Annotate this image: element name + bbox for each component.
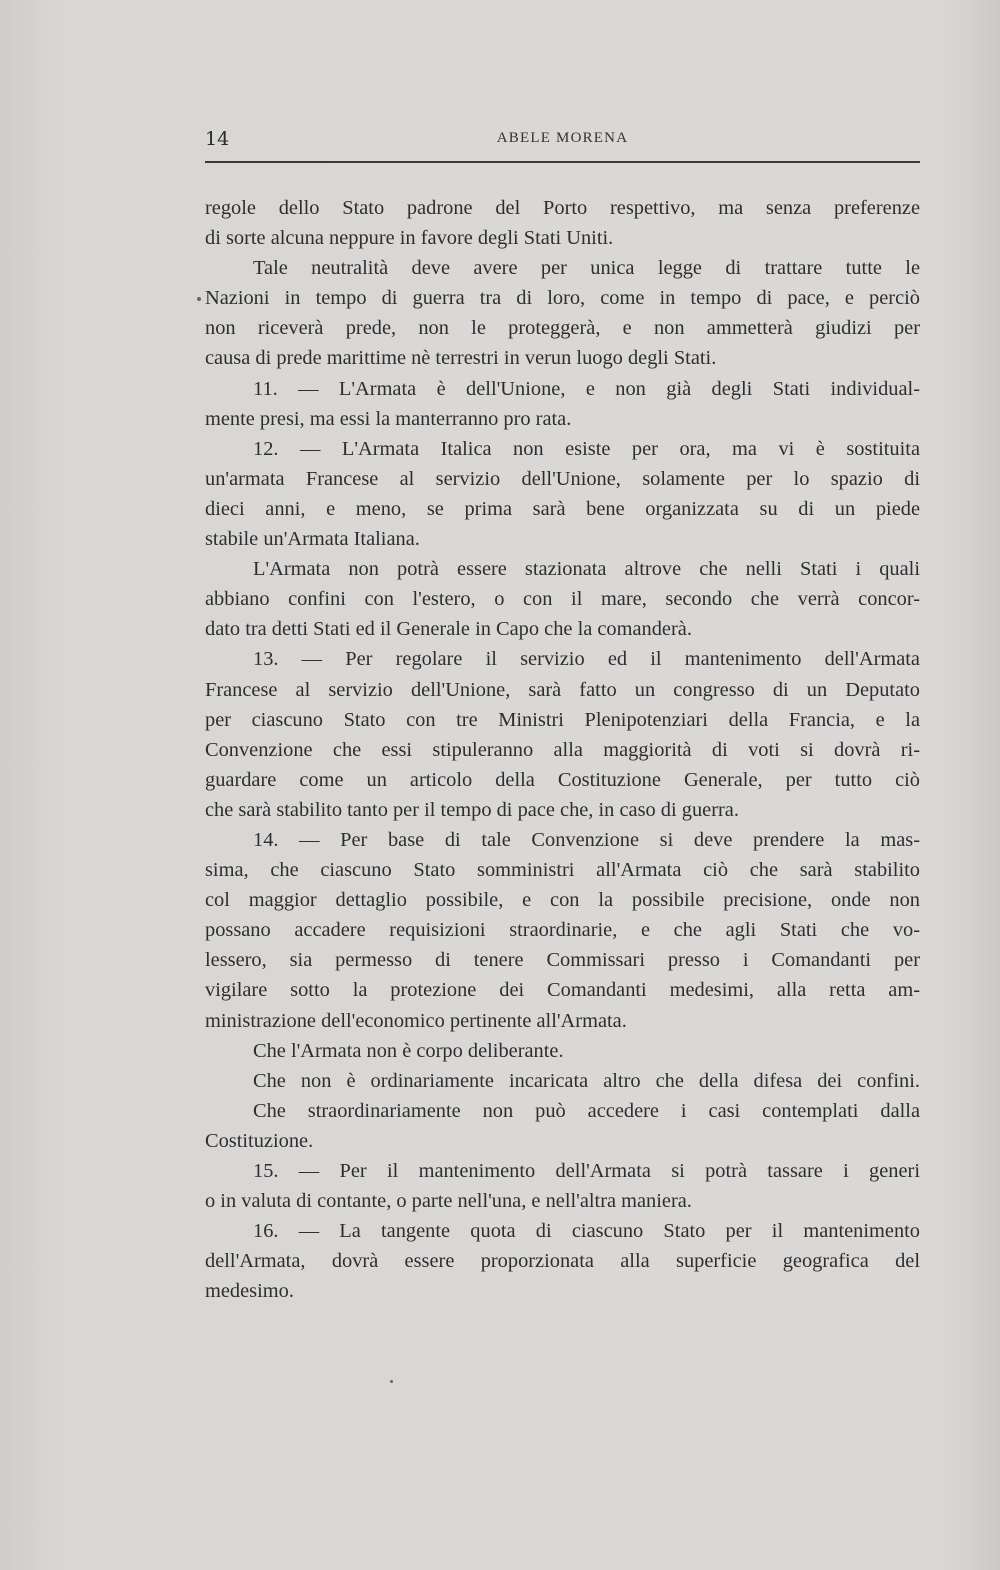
text-line: ministrazione dell'economico pertinente all'Armata. <box>205 1009 627 1032</box>
header-rule <box>205 161 920 163</box>
text-line: non riceverà prede, non le proteggerà, e non ammetterà giudizi per <box>205 317 920 340</box>
text-line: di sorte alcuna neppure in favore degli Stati Uniti. <box>205 227 614 250</box>
text-line: col maggior dettaglio possibile, e con la possibile precisione, onde non <box>205 889 920 912</box>
text-line: sima, che ciascuno Stato somministri all'Armata ciò che sarà stabilito <box>205 859 920 882</box>
text-line: causa di prede marittime nè terrestri in verun luogo degli Stati. <box>205 347 717 370</box>
text-line: un'armata Francese al servizio dell'Unione, solamente per lo spazio di <box>205 467 920 490</box>
text-line: 15. — Per il mantenimento dell'Armata si potrà tassare i generi <box>253 1160 920 1182</box>
text-line: lessero, sia permesso di tenere Commissari presso i Comandanti per <box>205 949 920 972</box>
text-line: Nazioni in tempo di guerra tra di loro, come in tempo di pace, e perciò <box>205 287 920 310</box>
paper-speck <box>197 297 201 301</box>
text-line: abbiano confini con l'estero, o con il mare, secondo che verrà concor- <box>205 588 920 611</box>
text-line: dieci anni, e meno, se prima sarà bene organizzata su di un piede <box>205 497 920 520</box>
text-line: Francese al servizio dell'Unione, sarà fatto un congresso di un Deputato <box>205 678 920 701</box>
text-line: Costituzione. <box>205 1129 314 1152</box>
text-line: vigilare sotto la protezione dei Comandanti medesimi, alla retta am- <box>205 979 920 1002</box>
text-line: regole dello Stato padrone del Porto respettivo, ma senza preferenze <box>205 197 920 219</box>
text-line: 12. — L'Armata Italica non esiste per ora, ma vi è sostituita <box>253 437 920 460</box>
text-line: dell'Armata, dovrà essere proporzionata alla superficie geografica del <box>205 1250 920 1273</box>
text-line: L'Armata non potrà essere stazionata altrove che nelli Stati i quali <box>253 558 920 581</box>
text-line: stabile un'Armata Italiana. <box>205 528 420 551</box>
paper-speck <box>390 1380 393 1383</box>
text-line: per ciascuno Stato con tre Ministri Plenipotenziari della Francia, e la <box>205 708 920 731</box>
page-header <box>205 128 920 152</box>
text-line: Che non è ordinariamente incaricata altro che della difesa dei confini. <box>253 1069 920 1092</box>
text-line: 16. — La tangente quota di ciascuno Stato per il mantenimento <box>253 1220 920 1243</box>
text-line: Tale neutralità deve avere per unica legge di trattare tutte le <box>253 257 920 280</box>
text-line: Che l'Armata non è corpo deliberante. <box>253 1039 564 1062</box>
text-line: medesimo. <box>205 1280 294 1303</box>
text-line: mente presi, ma essi la manterranno pro rata. <box>205 407 572 430</box>
text-line: dato tra detti Stati ed il Generale in Capo che la comanderà. <box>205 618 692 641</box>
text-line: Che straordinariamente non può accedere i casi contemplati dalla <box>253 1099 920 1122</box>
body-text <box>205 193 920 1306</box>
text-line: 11. — L'Armata è dell'Unione, e non già degli Stati individual- <box>253 377 920 400</box>
text-line: guardare come un articolo della Costituzione Generale, per tutto ciò <box>205 768 920 791</box>
text-line: possano accadere requisizioni straordinarie, e che agli Stati che vo- <box>205 919 920 942</box>
text-line: 14. — Per base di tale Convenzione si deve prendere la mas- <box>253 828 920 851</box>
text-line: Convenzione che essi stipuleranno alla maggiorità di voti si dovrà ri- <box>205 738 920 761</box>
text-line: che sarà stabilito tanto per il tempo di pace che, in caso di guerra. <box>205 798 739 821</box>
running-head: ABELE MORENA <box>496 130 629 146</box>
text-line: 13. — Per regolare il servizio ed il mantenimento dell'Armata <box>253 648 920 671</box>
text-line: o in valuta di contante, o parte nell'una, e nell'altra maniera. <box>205 1190 692 1213</box>
page-number: 14 <box>205 128 230 150</box>
